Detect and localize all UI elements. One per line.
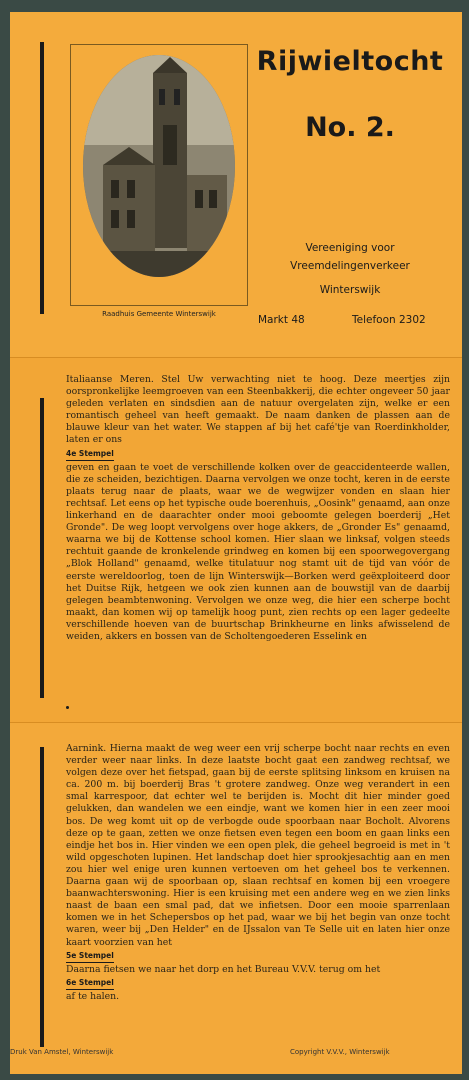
address: Markt 48 (258, 314, 305, 326)
route-text-block (66, 374, 450, 643)
copyright-notice: Copyright V.V.V., Winterswijk (290, 1048, 390, 1056)
town-hall-photo (83, 55, 235, 277)
stamp-label-4: 4e Stempel (66, 448, 114, 461)
route-paragraph: Daarna fietsen we naar het dorp en het Bureau V.V.V. terug om het (66, 963, 381, 975)
vertical-rule (40, 42, 44, 314)
org-line-1: Vereeniging voor (305, 242, 395, 254)
brochure-title: Rijwieltocht (256, 46, 444, 77)
route-panel-3 (10, 722, 462, 1074)
stamp-label-6: 6e Stempel (66, 977, 114, 990)
vertical-rule (40, 747, 44, 1047)
fold-dot (66, 706, 69, 709)
route-paragraph: Italiaanse Meren. Stel Uw verwachting niet te hoog. Deze meertjes zijn oorspronkelijke leemgroeven van een Steenbakkerij, die echter ongeveer 50 jaar geleden verlaten en sindsdien aan de natuur overgelaten zijn, welke er een romantisch geheel van heeft gemaakt. De naam danken de plassen aan de blauwe kleur van het water. We stappen af bij het café'tje van Roerdinkholder, laten er ons (66, 374, 450, 446)
photo-frame (70, 44, 248, 306)
route-panel-2 (10, 357, 462, 722)
route-paragraph: geven en gaan te voet de verschillende kolken over de geaccidenteerde wallen, die ze scheiden, bezichtigen. Daarna vervolgen we onze tocht, keren in de eerste plaats terug naar de plaats, waar we de wegwijzer vonden en slaan hier rechtsaf. Let eens op het typische oude boerenhuis, „Oosink" genaamd, aan onze linkerhand en de daarachter onder mooi geboomte gelegen boerderij „Het Gronde". De weg loopt vervolgens over hoge akkers, de „Gronder Es" genaamd, waarna we bij de Kottense school komen. Hier slaan we linksaf, volgen steeds rechtuit gaande de kronkelende grindweg en komen bij een spoorwegovergang „Blok Holland" genaamd, welke titulatuur nog stamt uit de tijd van vóór de eerste wereldoorlog, toen de lijn Winterswijk—Borken werd geëxploiteerd door het Duitse Rijk, hetgeen we ook zien kunnen aan de bouwstijl van de daarbij gelegen beambtenwoning. Vervolgen we onze weg, die hier een scherpe bocht maakt, dan komen wij op tamelijk hoog punt, zien rechts op een lager gedeelte verschillende hoeven van de buurtschap Brinkheurne en links afwisselend de weiden, akkers en bossen van de Scholtengoederen Esselink en (66, 461, 450, 642)
stamp-label-5: 5e Stempel (66, 950, 114, 963)
phone-number: Telefoon 2302 (352, 314, 426, 326)
org-line-2: Vreemdelingenverkeer (290, 260, 410, 272)
vertical-rule (40, 398, 44, 698)
brochure-number: No. 2. (305, 112, 395, 143)
brochure-sheet (10, 12, 462, 1074)
photo-caption: Raadhuis Gemeente Winterswijk (102, 310, 216, 318)
town-hall-illustration (83, 55, 235, 277)
header-panel (10, 12, 462, 357)
route-text-block (66, 743, 450, 1003)
printer-credit: Druk Van Amstel, Winterswijk (10, 1048, 114, 1056)
route-paragraph: af te halen. (66, 990, 120, 1002)
route-paragraph: Aarnink. Hierna maakt de weg weer een vrij scherpe bocht naar rechts en even verder weer naar links. In deze laatste bocht gaat een zandweg rechtsaf, we volgen deze over het fietspad, gaan bij de eerste splitsing linksom en kruisen na ca. 200 m. bij boerderij Bras 't grotere zandweg. Onze weg verandert in een smal karrespoor, dat echter wel te berijden is. Mocht dit hier minder goed gelukken, dan wandelen we een eindje, want we komen hier in een zeer mooi bos. De weg komt uit op de verbogde oude spoorbaan naar Bocholt. Alvorens deze op te gaan, zetten we onze fietsen even tegen een boom en gaan links een eindje het bos in. Hier vinden we een open plek, die geheel begroeid is met in 't wild opgeschoten lupinen. Het landschap doet hier sprookjesachtig aan en men zou hier wel enige uren kunnen vertoeven om het geheel bos te verkennen. Daarna gaan wij de spoorbaan op, slaan rechtsaf en komen bij een vroegere baanwachterswoning. Hier is een kruising met een andere weg en we zien links naast de baan een smal pad, dat we infietsen. Door een mooie sparrenlaan komen we in het Schepersbos op het pad, waar we bij het begin van onze tocht waren, weer bij „Den Helder" en de IJssalon van Te Selle uit en laten hier onze kaart voorzien van het (66, 743, 450, 948)
org-line-3: Winterswijk (319, 284, 381, 296)
